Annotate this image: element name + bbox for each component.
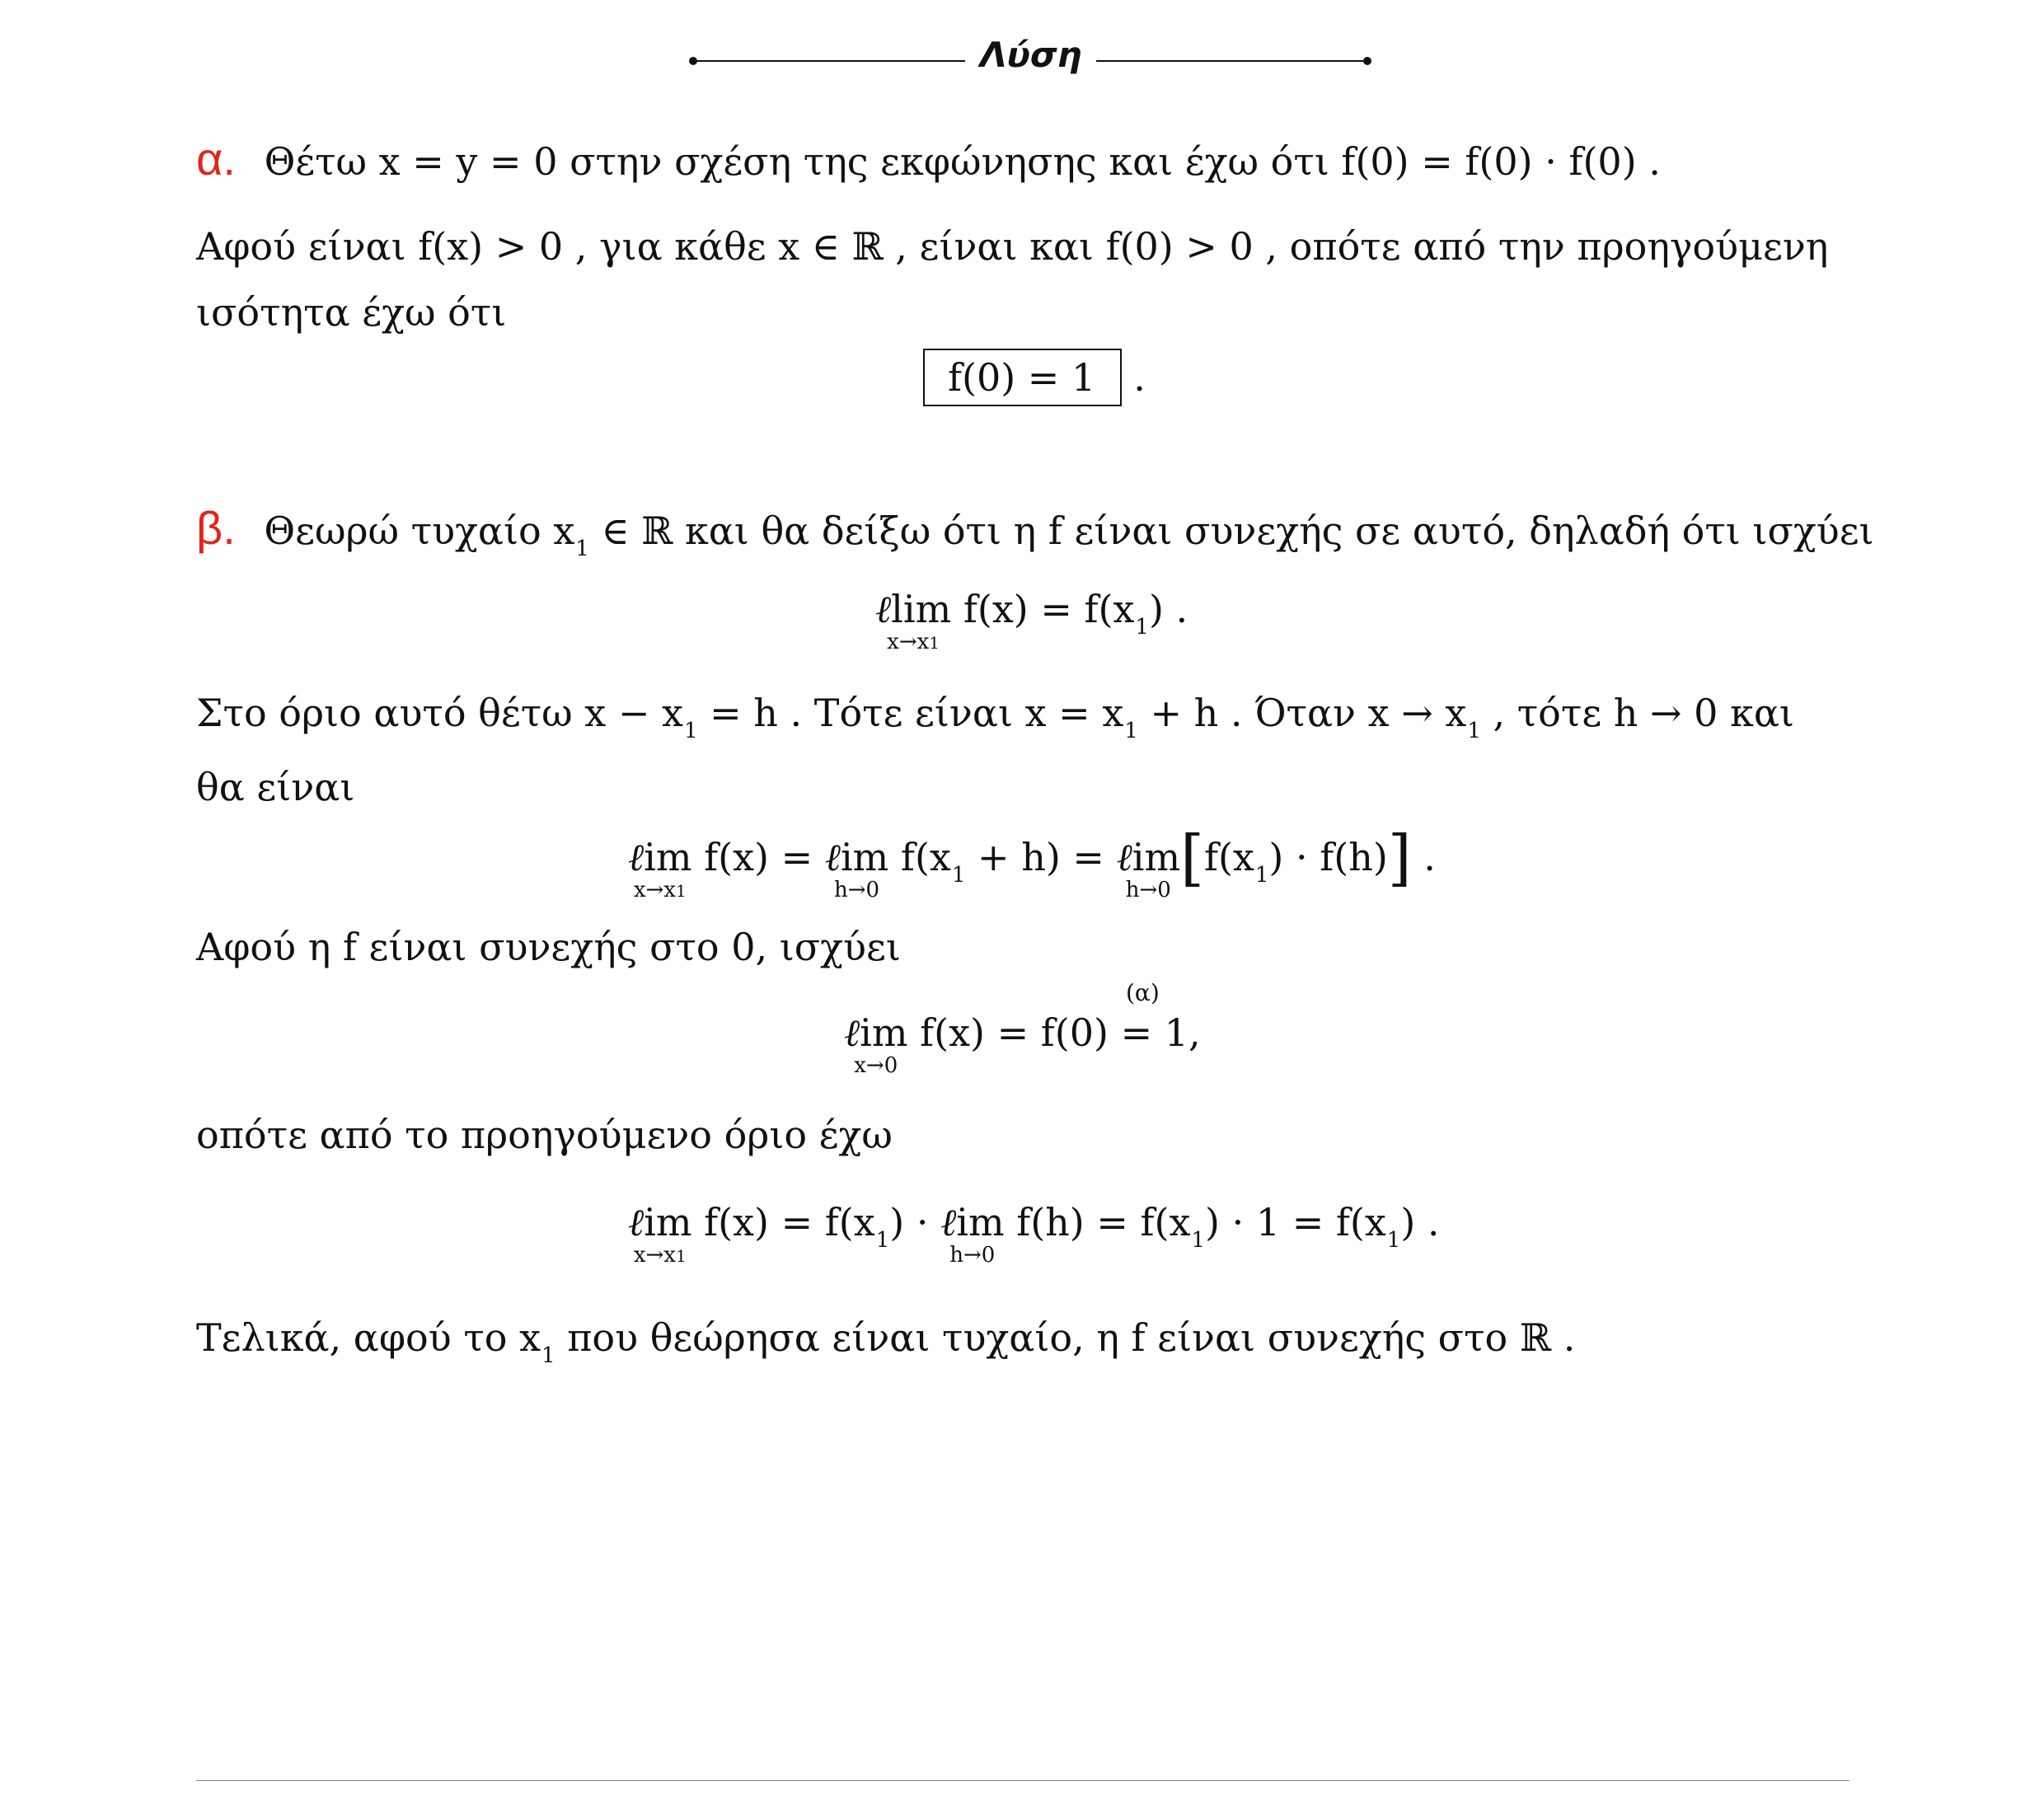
- part-b-text-1b: ∈ ℝ και θα δείξω ότι η f είναι συνεχής σε αυτό, δηλαδή ότι ισχύει: [588, 509, 1874, 553]
- part-a-line-3: ισότητα έχω ότι: [196, 290, 507, 335]
- solution-title: Λύση: [980, 35, 1082, 75]
- header-right-rule: [1096, 60, 1365, 62]
- header-right-dot: [1363, 57, 1371, 65]
- equation-3-label: (α): [1126, 979, 1160, 1006]
- part-b-marker: β.: [196, 502, 236, 554]
- part-a-marker: α.: [196, 133, 236, 185]
- part-b-text-1a: Θεωρώ τυχαίο x: [264, 509, 575, 553]
- part-a-line-1: [196, 132, 1661, 185]
- part-b-line-1: [196, 501, 1874, 561]
- equation-1-body-b: ) .: [1148, 587, 1188, 631]
- part-b-line-6: Τελικά, αφού το $x_1$ που θεώρησα είναι τυχαίο, η f είναι συνεχής στο ℝ .: [196, 1315, 1576, 1368]
- equation-4: ℓim x→x1 $f(x) = f(x_1)$ · ℓim h→0 $f(h) = f(x_1) \cdot 1 = f(x_1)$ .: [628, 1200, 1440, 1268]
- header-left-rule: [693, 60, 965, 62]
- part-b-line-5: οπότε από το προηγούμενο όριο έχω: [196, 1113, 893, 1157]
- part-b-line-4: Αφού η f είναι συνεχής στο 0, ισχύει: [196, 925, 901, 969]
- equation-1: [875, 587, 1188, 654]
- equation-1-body-a: f(x) = f(x: [951, 587, 1135, 631]
- footer-rule: [196, 1780, 1849, 1781]
- boxed-result-period: .: [1133, 355, 1146, 400]
- part-a-line-2: Αφού είναι f(x) > 0 , για κάθε x ∈ ℝ , είναι και f(0) > 0 , οπότε από την προηγούμενη: [196, 224, 1829, 269]
- equation-3: ℓim x→0 f(x) = f(0) = 1,: [844, 1010, 1201, 1078]
- part-b-line-3: θα είναι: [196, 765, 355, 809]
- limit-operator: ℓlim x→x1: [875, 587, 952, 654]
- equation-2: ℓim x→x1 f(x) = ℓim h→0 $f(x_1 + h)$ = ℓim h→0 $[f(x_1) \cdot f(h)]$ .: [628, 823, 1436, 902]
- part-a-result: [923, 349, 1146, 406]
- boxed-result: f(0) = 1: [923, 349, 1122, 406]
- sub-1: 1: [575, 537, 589, 561]
- part-b-line-2: Στο όριο αυτό θέτω $x - x_1 = h$ . Τότε είναι $x = x_1 + h$ . Όταν $x \to x_1$ , τότε h → 0 και: [196, 691, 1794, 743]
- part-a-text-1: Θέτω x = y = 0 στην σχέση της εκφώνησης και έχω ότι f(0) = f(0) · f(0) .: [264, 139, 1661, 184]
- equation-1-sub: 1: [1135, 615, 1149, 640]
